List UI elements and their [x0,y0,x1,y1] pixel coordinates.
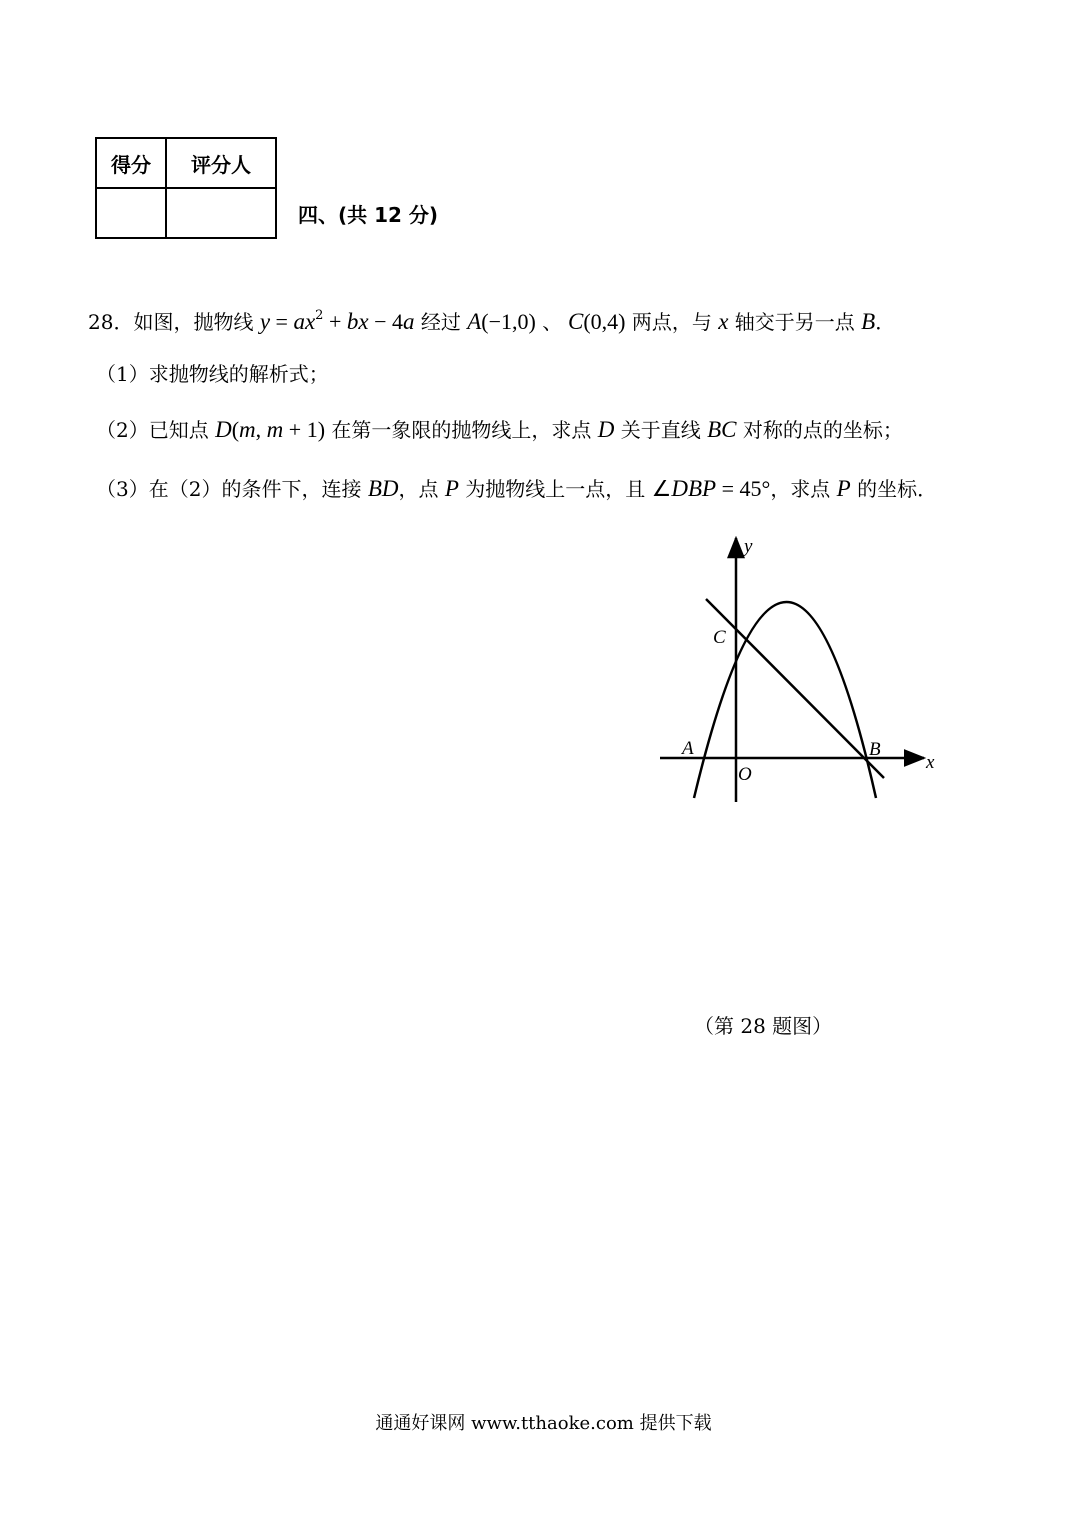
x-axis-label: x [926,752,935,773]
point-c-label: C [713,627,726,648]
point-a-label: A [682,738,694,759]
grader-cell[interactable] [166,188,276,238]
stem-prefix: 如图，抛物线 [133,310,260,334]
part-3-text-a: 在（2）的条件下，连接 [148,477,368,501]
score-table [95,137,277,239]
point-a-coord: A(−1,0) [467,309,536,334]
stem-point-b: B [861,309,876,334]
part-3-text-b: ，点 [398,477,445,501]
stem-sep: 、 [535,310,563,334]
stem-period: ． [875,310,896,334]
angle-condition: ∠DBP = 45° [651,476,771,501]
part-2-label: （2） [96,418,149,442]
page-footer: 通通好课网 www.tthaoke.com 提供下载 [375,1413,712,1434]
y-axis-label: y [744,536,753,557]
part-2-text-a: 已知点 [148,418,216,442]
figure-caption: （第 28 题图） [694,1014,833,1038]
part-1-text: 求抛物线的解析式； [148,362,329,386]
score-cell[interactable] [96,188,166,238]
point-b-label: B [869,739,881,760]
stem-axis: x [718,309,729,334]
line-bc-segment [706,599,884,778]
part-3-label: （3） [96,477,149,501]
origin-label: O [738,764,752,785]
stem-end: 轴交于另一点 [728,310,862,334]
segment-bd: BD [367,476,399,501]
part-1-label: （1） [96,362,149,386]
point-d-coord: D(m, m + 1) [215,417,326,442]
line-bc: BC [707,417,737,442]
section-title: 四、(共 12 分) [298,203,439,227]
part-1 [96,360,329,388]
stem-mid: 经过 [414,310,468,334]
question-stem [88,302,895,336]
part-3-text-c: 为抛物线上一点，且 [458,477,652,501]
part-3-text-e: 的坐标． [850,477,938,501]
score-header: 得分 [96,138,166,188]
grader-header: 评分人 [166,138,276,188]
part-3 [96,475,937,503]
part-3-text-d: ，求点 [770,477,837,501]
point-c-coord: C(0,4) [562,309,626,334]
part-3-point-p2: P [836,476,851,501]
part-2-text-c: 关于直线 [614,418,708,442]
part-2-text-d: 对称的点的坐标； [736,418,903,442]
part-2-text-b: 在第一象限的抛物线上，求点 [325,418,598,442]
part-2-point-d: D [597,417,615,442]
part-2 [96,416,903,444]
stem-after-points: 两点，与 [625,310,719,334]
parabola-equation: $y = ax^2$ + bx − 4a [259,308,415,334]
parabola-figure [650,530,950,810]
question-number: 28． [88,310,134,334]
part-3-point-p: P [444,476,459,501]
